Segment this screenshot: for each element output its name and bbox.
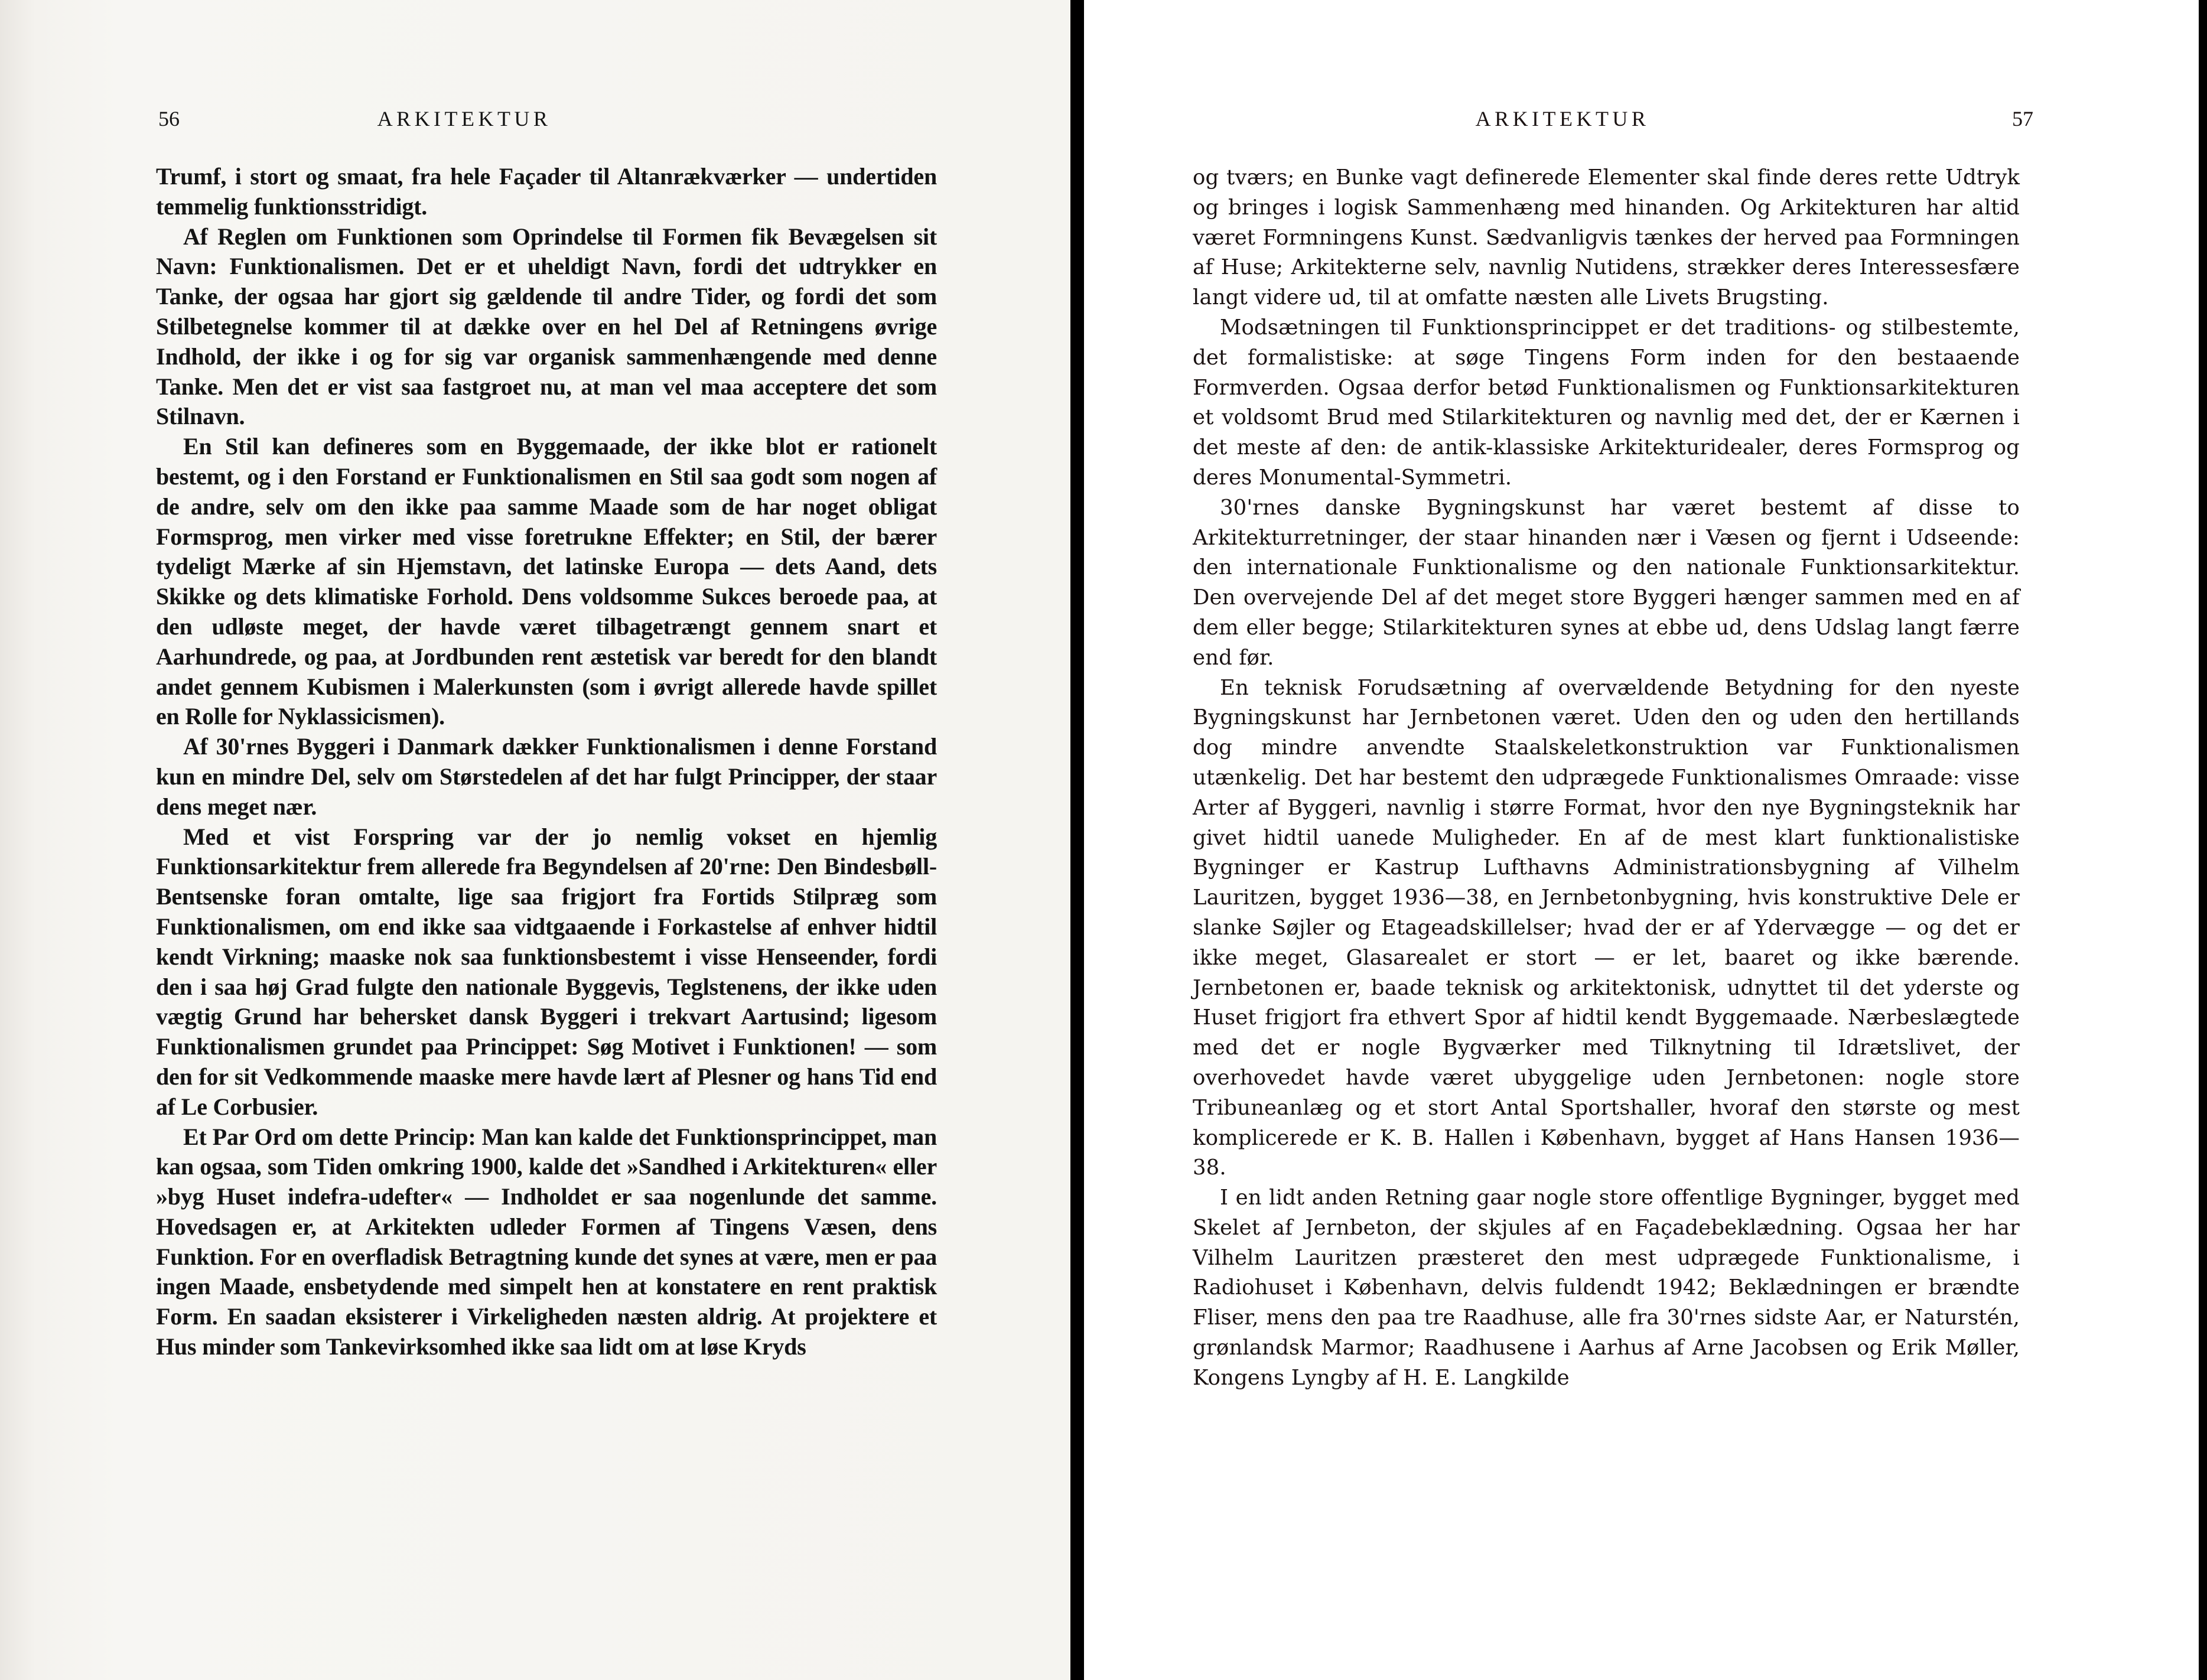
paragraph: I en lidt anden Retning gaar nogle store offentlige Bygninger, bygget med Skelet af Jernbeton, der skjules af en Façadebeklædning. Ogsaa her har Vilhelm Lauritzen præsteret den mest udprægede Funktionalisme, i Radiohuset i København, delvis fuldendt 1942; Beklædningen er brændte Fliser, mens den paa tre Raadhuse, alle fra 30'rnes sidste Aar, er Naturstén, grønlandsk Marmor; Raadhusene i Aarhus af Arne Jacobsen og Erik Møller, Kongens Lyngby af H. E. Langkilde — [1193, 1186, 2020, 1390]
paragraph: Med et vist Forspring var der jo nemlig vokset en hjemlig Funktionsarkitektur frem allerede fra Begyndelsen af 20'rne: Den Bindesbøll-Bentsenske foran omtalte, lige saa frigjort fra Fortids Stilpræg som Funktionalismen, om end ikke saa vidtgaaende i Forkastelse af enhver hidtil kendt Virkning; maaske nok saa funktionsbestemt i visse Henseender, fordi den i saa høj Grad fulgte den nationale Byggevis, Teglstenens, der ikke uden vægtig Grund har behersket dansk Byggeri i trekvart Aartusind; ligesom Funktionalismen grundet paa Princippet: Søg Motivet i Funktionen! — som den for sit Vedkommende maaske mere havde lært af Plesner og hans Tid end af Le Corbusier. — [156, 823, 937, 1120]
book-gutter — [1070, 0, 1084, 1680]
paragraph: Trumf, i stort og smaat, fra hele Façader til Altanrækværker — undertiden temmelig funktionsstridigt. — [156, 163, 937, 220]
paragraph: Af Reglen om Funktionen som Oprindelse til Formen fik Bevægelsen sit Navn: Funktionalismen. Det er et uheldigt Navn, fordi det udtrykker en Tanke, der ogsaa har gjort sig gældende til andre Tider, og fordi det som Stilbetegnelse kommer til at dække over en hel Del af Retningens øvrige Indhold, der ikke i og for sig var organisk sammenhængende med denne Tanke. Men det er vist saa fastgroet nu, at man vel maa acceptere det som Stilnavn. — [156, 223, 937, 430]
paragraph: En teknisk Forudsætning af overvældende Betydning for den nyeste Bygningskunst har Jernbetonen været. Uden den og uden den hertillands dog mindre anvendte Staalskeletkonstruktion var Funktionalismen utænkelig. Det har bestemt den udprægede Funktionalismes Omraade: visse Arter af Byggeri, navnlig i større Format, hvor den nye Bygningsteknik har givet hidtil uanede Muligheder. En af de mest klart funktionalistiske Bygninger er Kastrup Lufthavns Administrationsbygning af Vilhelm Lauritzen, bygget 1936—38, en Jernbetonbygning, hvis konstruktive Dele er slanke Søjler og Etageadskillelser; hvad der er af Ydervægge — og det er ikke meget, Glasarealet er stort — er let, baaret og ikke bærende. Jernbetonen er, baade teknisk og arkitektonisk, udnyttet til det yderste og Huset frigjort fra ethvert Spor af hidtil kendt Byggemaade. Nærbeslægtede med det er nogle Bygværker med Tilknytning til Idrætslivet, der overhovedet havde været ubyggelige uden Jernbetonen: nogle store Tribuneanlæg og et stort Antal Sportshaller, hvoraf den største og mest komplicerede er K. B. Hallen i København, bygget af Hans Hansen 1936—38. — [1193, 675, 2020, 1180]
scan-border — [2199, 0, 2207, 1680]
paragraph: En Stil kan defineres som en Byggemaade, der ikke blot er rationelt bestemt, og i den Forstand er Funktionalismen en Stil saa godt som nogen af de andre, selv om den ikke paa samme Maade som de har noget obligat Formsprog, men virker med visse foretrukne Effekter; en Stil, der bærer tydeligt Mærke af sin Hjemstavn, det latinske Europa — dets Aand, dets Skikke og dets klimatiske Forhold. Dens voldsomme Sukces beroede paa, at den udløste meget, der havde været tilbagetrængt gennem snart et Aarhundrede, og paa, at Jordbunden rent æstetisk var beredt for den blandt andet gennem Kubismen i Malerkunsten (som i øvrigt allerede havde spillet en Rolle for Nyklassicismen). — [156, 433, 937, 730]
running-head: ARKITEKTUR — [1475, 107, 1650, 131]
paragraph: Et Par Ord om dette Princip: Man kan kalde det Funktionsprincippet, man kan ogsaa, som Tiden omkring 1900, kalde det »Sandhed i Arkitekturen« eller »byg Huset indefra-udefter« — Indholdet er saa nogenlunde det samme. Hovedsagen er, at Arkitekten udleder Formen af Tingens Væsen, dens Funktion. For en overfladisk Betragtning kunde det synes at være, men er paa ingen Maade, ensbetydende med simpelt hen at konstatere en rent praktisk Form. En saadan eksisterer i Virkeligheden næsten aldrig. At projektere et Hus minder som Tankevirksomhed ikke saa lidt om at løse Kryds — [156, 1123, 937, 1360]
running-head: ARKITEKTUR — [377, 107, 552, 131]
left-page — [0, 0, 1070, 1680]
body-text — [156, 162, 937, 1362]
paragraph: Modsætningen til Funktionsprincippet er det traditions- og stilbestemte, det formalistiske: at søge Tingens Form inden for den bestaaende Formverden. Ogsaa derfor betød Funktionalismen og Funktionsarkitekturen et voldsomt Brud med Stilarkitekturen og navnlig med det, der er Kærnen i det meste af den: de antik-klassiske Arkitekturidealer, deres Formsprog og deres Monumental-Symmetri. — [1193, 315, 2020, 490]
paragraph: Af 30'rnes Byggeri i Danmark dækker Funktionalismen i denne Forstand kun en mindre Del, selv om Størstedelen af det har fulgt Principper, der staar dens meget nær. — [156, 733, 937, 820]
page-number: 56 — [158, 107, 180, 131]
body-text — [1193, 163, 2020, 1394]
paragraph: 30'rnes danske Bygningskunst har været bestemt af disse to Arkitekturretninger, der staar hinanden nær i Væsen og fjernt i Udseende: den internationale Funktionalisme og den nationale Funktionsarkitektur. Den overvejende Del af det meget store Byggeri hænger sammen med en af dem eller begge; Stilarkitekturen synes at ebbe ud, dens Udslag langt færre end før. — [1193, 495, 2020, 670]
right-page — [1084, 0, 2199, 1680]
page-number: 57 — [2012, 107, 2033, 131]
paragraph: og tværs; en Bunke vagt definerede Elementer skal finde deres rette Udtryk og bringes i logisk Sammenhæng med hinanden. Og Arkitekturen har altid været Formningens Kunst. Sædvanligvis tænkes der herved paa Formningen af Huse; Arkitekterne selv, navnlig Nutidens, strækker deres Interessesfære langt videre ud, til at omfatte næsten alle Livets Brugsting. — [1193, 165, 2020, 310]
